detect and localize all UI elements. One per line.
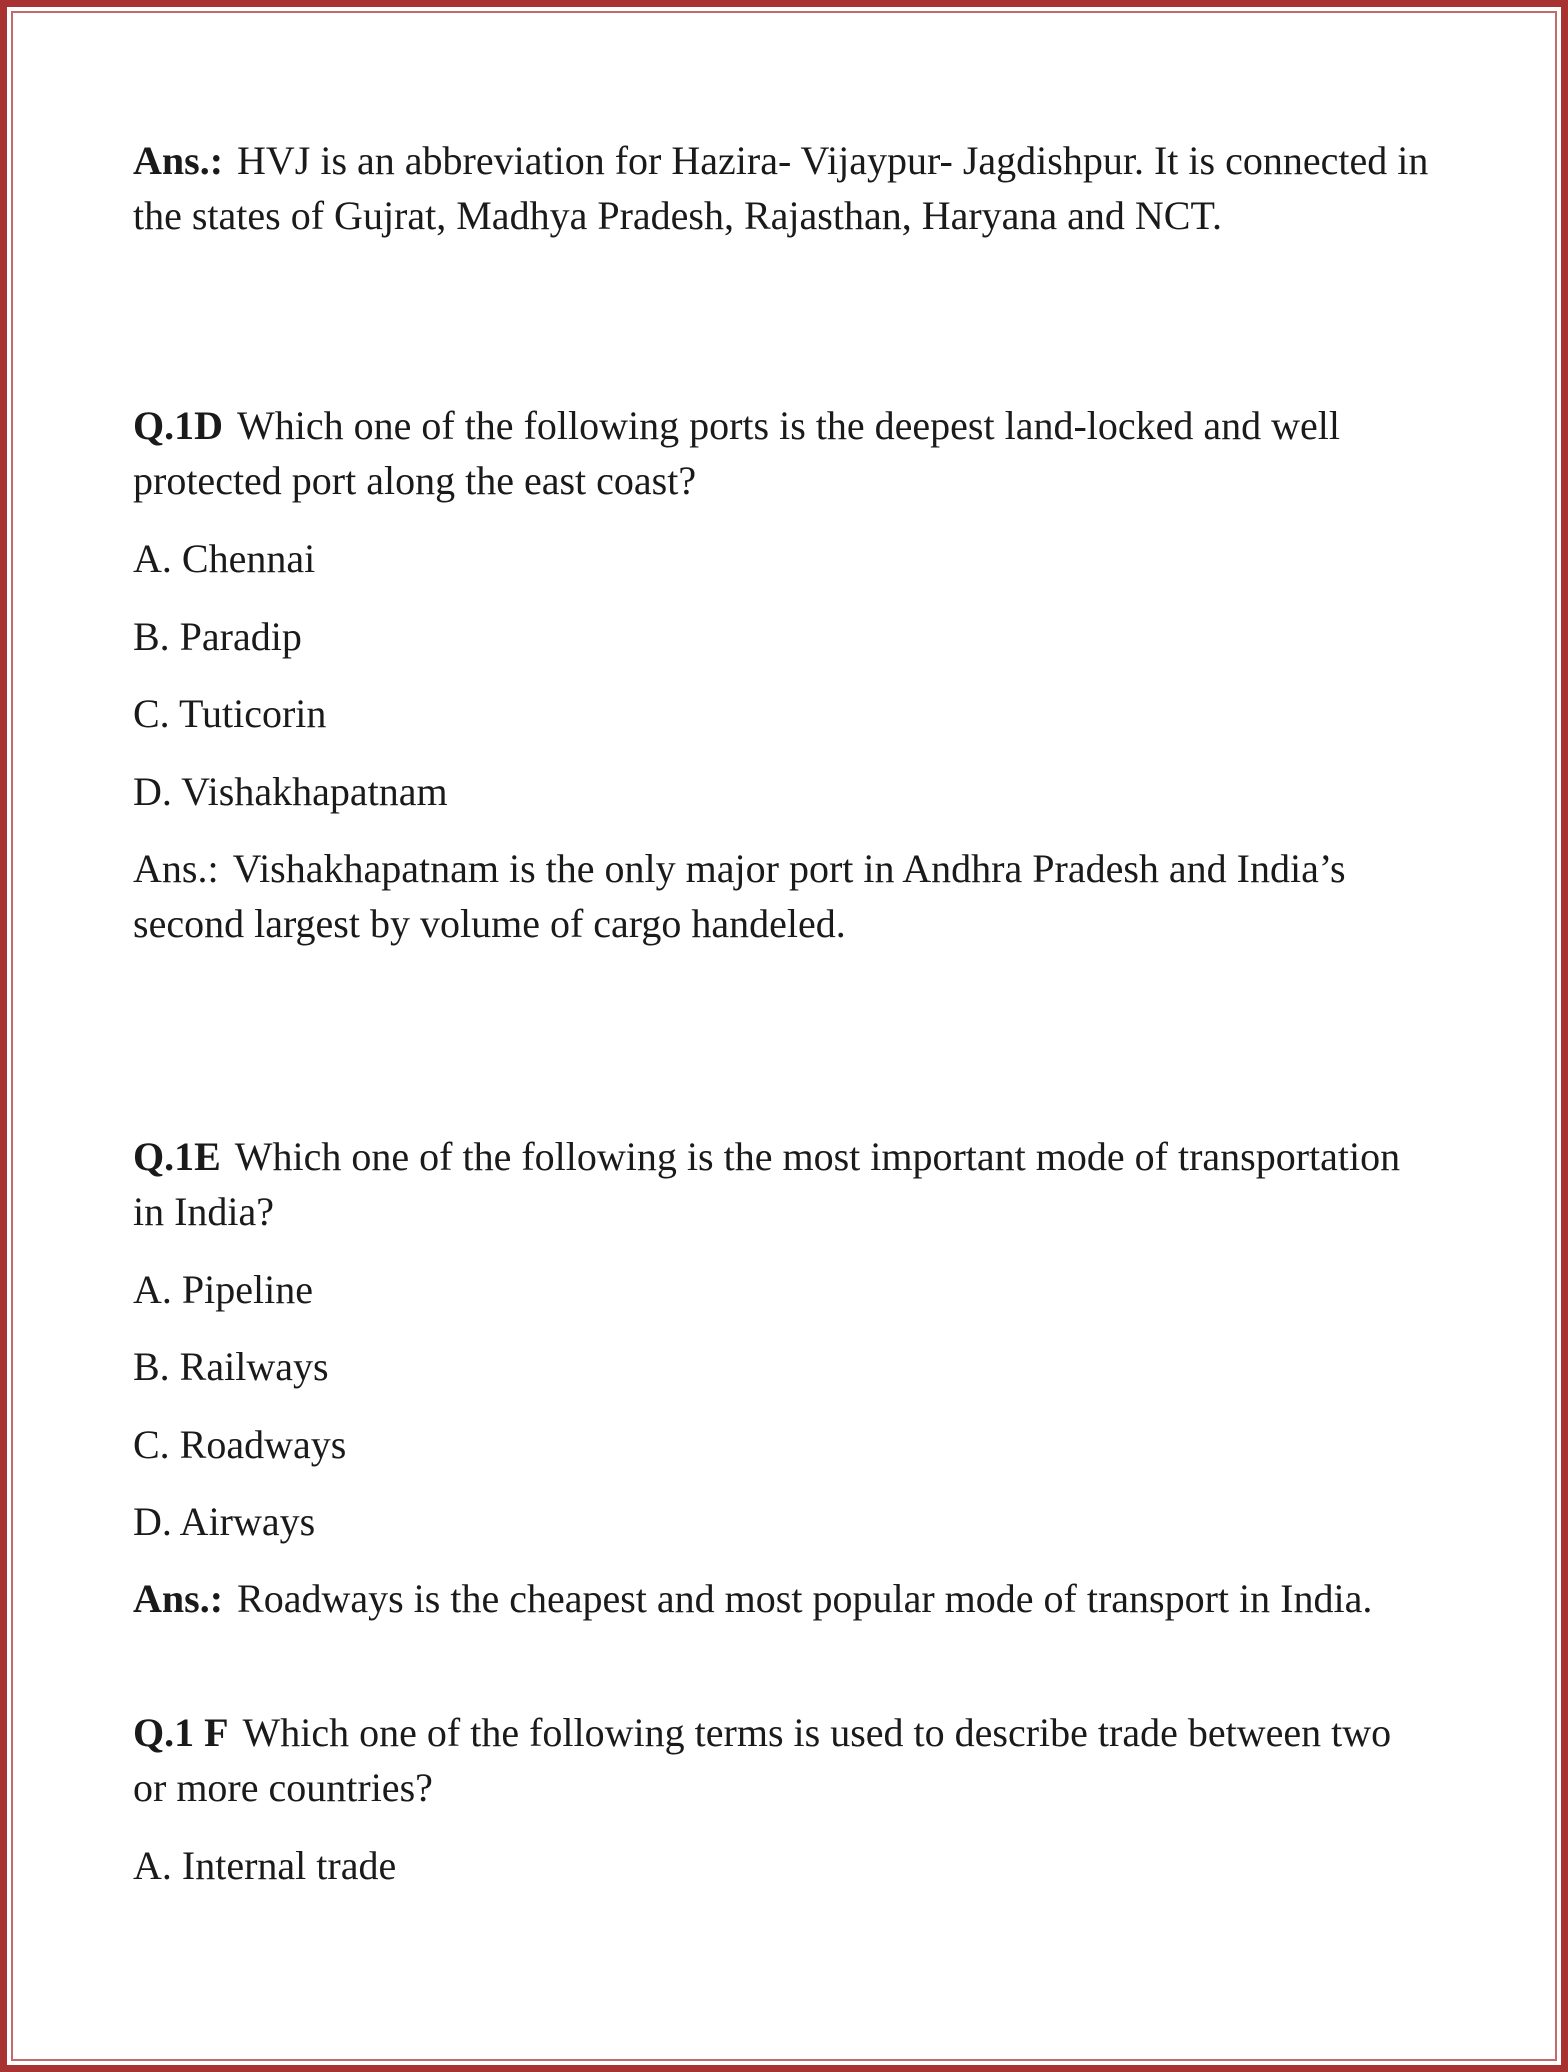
answer-hvj — [133, 133, 1433, 243]
answer-label: Ans.: — [133, 846, 219, 891]
option-c: C. Roadways — [133, 1422, 347, 1467]
answer-label: Ans.: — [133, 138, 224, 183]
question-label: Q.1 F — [133, 1710, 229, 1755]
option-c: C. Tuticorin — [133, 691, 327, 736]
answer-text: Vishakhapatnam is the only major port in Andhra Pradesh and India’s second largest by volume of cargo handeled. — [133, 846, 1346, 946]
option-d: D. Airways — [133, 1499, 316, 1544]
question-1e — [133, 1129, 1433, 1239]
option-a: A. Chennai — [133, 536, 316, 581]
question-label: Q.1D — [133, 403, 223, 448]
answer-text: HVJ is an abbreviation for Hazira- Vijaypur- Jagdishpur. It is connected in the states of Gujrat, Madhya Pradesh, Rajasthan, Haryana and NCT. — [133, 138, 1429, 238]
answer-label: Ans.: — [133, 1576, 224, 1621]
answer-text: Roadways is the cheapest and most popular mode of transport in India. — [237, 1576, 1373, 1621]
answer-1e — [133, 1571, 1433, 1626]
question-text: Which one of the following is the most important mode of transportation in India? — [133, 1134, 1401, 1234]
option-d: D. Vishakhapatnam — [133, 769, 448, 814]
question-1f — [133, 1705, 1433, 1815]
option-b: B. Paradip — [133, 614, 302, 659]
answer-1d — [133, 841, 1433, 951]
question-text: Which one of the following terms is used to describe trade between two or more countries? — [133, 1710, 1392, 1810]
option-b: B. Railways — [133, 1344, 329, 1389]
question-text: Which one of the following ports is the deepest land-locked and well protected port along the east coast? — [133, 403, 1341, 503]
question-1d — [133, 398, 1433, 508]
question-label: Q.1E — [133, 1134, 221, 1179]
option-a: A. Internal trade — [133, 1843, 397, 1888]
option-a: A. Pipeline — [133, 1267, 313, 1312]
